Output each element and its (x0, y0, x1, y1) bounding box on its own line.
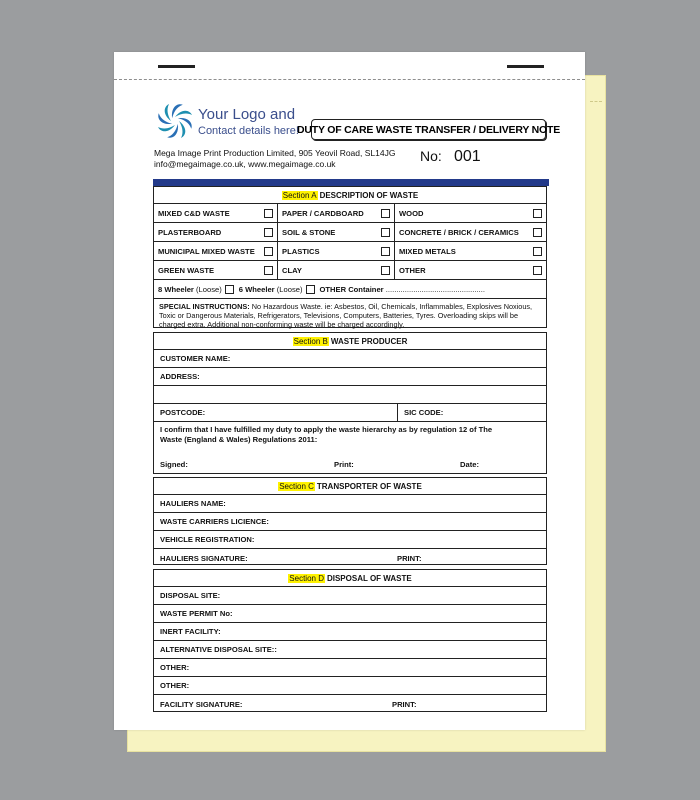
company-contact: info@megaimage.co.uk, www.megaimage.co.uk (154, 159, 336, 169)
note-number-value: 001 (454, 148, 481, 165)
section-d-header (154, 570, 546, 587)
checkbox[interactable] (381, 209, 390, 218)
section-a-header (154, 187, 546, 204)
waste-option-label: PAPER / CARDBOARD (282, 208, 364, 218)
waste-type-row (154, 204, 546, 223)
other-label-2: OTHER: (160, 681, 190, 690)
waste-option-label: MIXED C&D WASTE (158, 208, 230, 218)
waste-option[interactable] (395, 223, 546, 241)
waste-type-row (154, 223, 546, 242)
other-field-2[interactable] (154, 677, 546, 695)
waste-option-label: PLASTICS (282, 246, 320, 256)
wheeler-6-loose: (Loose) (276, 284, 303, 294)
checkbox[interactable] (533, 266, 542, 275)
customer-name-field[interactable] (154, 350, 546, 368)
waste-option[interactable] (395, 242, 546, 260)
wheeler-8-label: 8 Wheeler (158, 284, 194, 294)
signed-field[interactable]: Signed: (160, 460, 188, 469)
checkbox[interactable] (264, 247, 273, 256)
other-label-1: OTHER: (160, 663, 190, 672)
date-field[interactable]: Date: (460, 460, 479, 469)
address-line-2-field[interactable] (154, 386, 546, 404)
alt-disposal-site-field[interactable] (154, 641, 546, 659)
other-container-label: OTHER Container (319, 284, 384, 294)
wheeler-8-loose: (Loose) (196, 284, 222, 294)
checkbox[interactable] (533, 228, 542, 237)
address-field[interactable] (154, 368, 546, 386)
waste-option-label: CONCRETE / BRICK / CERAMICS (399, 227, 519, 237)
waste-option-label: MUNICIPAL MIXED WASTE (158, 246, 255, 256)
producer-declaration (154, 422, 546, 473)
waste-option[interactable] (278, 204, 395, 222)
special-instructions (154, 299, 546, 332)
logo-line-1: Your Logo and (198, 106, 296, 123)
special-instructions-text: No Hazardous Waste. ie: Asbestos, Oil, Chemicals, Inflammables, Explosives Noxious, Toxic or Dangerous Materials, Refrigerators, Televisions, Computers, Batteries, Tyres. Overloading skips will be charged extra. Additional non-conforming waste will be charged accordingly. (159, 302, 533, 329)
section-b-header (154, 333, 546, 350)
logo-line-2: Contact details here! (198, 125, 299, 137)
special-instructions-label: SPECIAL INSTRUCTIONS: (159, 302, 250, 311)
section-a-title: DESCRIPTION OF WASTE (319, 190, 419, 200)
print-field[interactable]: Print: (334, 460, 354, 469)
checkbox[interactable] (533, 209, 542, 218)
waste-option-label: GREEN WASTE (158, 265, 215, 275)
waste-permit-label: WASTE PERMIT No: (160, 609, 233, 618)
section-c-tag: Section C (279, 481, 314, 491)
wheeler-6-checkbox[interactable] (306, 285, 315, 294)
hauliers-signature-label: HAULIERS SIGNATURE: (160, 553, 248, 563)
hauliers-name-label: HAULIERS NAME: (160, 499, 226, 508)
checkbox[interactable] (381, 266, 390, 275)
section-b-waste-producer (153, 332, 547, 474)
customer-name-label: CUSTOMER NAME: (160, 354, 231, 363)
carbon-tear-line (590, 101, 602, 102)
waste-option[interactable] (154, 204, 278, 222)
section-d-disposal (153, 569, 547, 712)
checkbox[interactable] (381, 228, 390, 237)
disposal-site-field[interactable] (154, 587, 546, 605)
waste-option[interactable] (278, 223, 395, 241)
section-c-header (154, 478, 546, 495)
company-address: Mega Image Print Production Limited, 905 Yeovil Road, SL14JG (154, 148, 396, 158)
form-sheet (114, 52, 585, 730)
waste-option[interactable] (395, 261, 546, 279)
waste-option-label: WOOD (399, 208, 424, 218)
wheeler-6-label: 6 Wheeler (238, 284, 275, 294)
other-field-1[interactable] (154, 659, 546, 677)
section-d-title: DISPOSAL OF WASTE (326, 573, 412, 583)
waste-option[interactable] (278, 242, 395, 260)
carriers-licence-field[interactable] (154, 513, 546, 531)
waste-option-label: OTHER (399, 265, 426, 275)
waste-option-label: MIXED METALS (399, 246, 456, 256)
checkbox[interactable] (533, 247, 542, 256)
facility-signature-field[interactable] (154, 695, 546, 713)
alt-disposal-site-label: ALTERNATIVE DISPOSAL SITE:: (160, 645, 277, 654)
logo-text (198, 107, 299, 139)
waste-permit-field[interactable] (154, 605, 546, 623)
waste-option[interactable] (154, 223, 278, 241)
note-number-label: No: (420, 148, 442, 164)
facility-signature-label: FACILITY SIGNATURE: (160, 699, 243, 709)
waste-option-label: PLASTERBOARD (158, 227, 222, 237)
other-container-field[interactable]: ............................................... (385, 284, 485, 294)
section-d-tag: Section D (289, 573, 324, 583)
checkbox[interactable] (264, 266, 273, 275)
address-label: ADDRESS: (160, 372, 200, 381)
vehicle-registration-label: VEHICLE REGISTRATION: (160, 535, 255, 544)
waste-option-label: CLAY (282, 265, 302, 275)
logo-swirl-icon (154, 100, 196, 142)
disposal-site-label: DISPOSAL SITE: (160, 591, 221, 600)
checkbox[interactable] (264, 209, 273, 218)
postcode-field[interactable] (154, 404, 398, 421)
tear-off-perforation (114, 79, 585, 80)
section-a-waste-description (153, 186, 547, 328)
postcode-label: POSTCODE: (160, 408, 206, 417)
checkbox[interactable] (381, 247, 390, 256)
binding-mark-right (507, 65, 544, 68)
section-a-tag: Section A (282, 190, 317, 200)
sic-code-label: SIC CODE: (404, 408, 444, 417)
waste-option[interactable] (154, 242, 278, 260)
declaration-text: I confirm that I have fulfilled my duty to apply the waste hierarchy as by regulation 12 of The Waste (England & Wales) Regulations 2011: (160, 425, 493, 444)
accent-bar (153, 179, 549, 186)
waste-option-label: SOIL & STONE (282, 227, 336, 237)
binding-mark-left (158, 65, 195, 68)
company-info (154, 148, 395, 170)
waste-option[interactable] (278, 261, 395, 279)
facility-print-label[interactable]: PRINT: (392, 699, 417, 709)
hauliers-print-label[interactable]: PRINT: (397, 553, 422, 563)
carriers-licence-label: WASTE CARRIERS LICIENCE: (160, 517, 269, 526)
section-c-transporter (153, 477, 547, 565)
section-b-tag: Section B (293, 336, 328, 346)
waste-type-row (154, 242, 546, 261)
section-b-title: WASTE PRODUCER (330, 336, 408, 346)
vehicle-registration-field[interactable] (154, 531, 546, 549)
inert-facility-field[interactable] (154, 623, 546, 641)
waste-type-row (154, 261, 546, 280)
waste-option[interactable] (395, 204, 546, 222)
postcode-sic-row (154, 404, 546, 422)
checkbox[interactable] (264, 228, 273, 237)
inert-facility-label: INERT FACILITY: (160, 627, 221, 636)
sic-code-field[interactable] (398, 408, 443, 417)
waste-option[interactable] (154, 261, 278, 279)
hauliers-name-field[interactable] (154, 495, 546, 513)
hauliers-signature-field[interactable] (154, 549, 546, 567)
wheeler-8-checkbox[interactable] (225, 285, 234, 294)
section-c-title: TRANSPORTER OF WASTE (316, 481, 422, 491)
container-row (154, 280, 546, 299)
document-title: DUTY OF CARE WASTE TRANSFER / DELIVERY NOTE (311, 119, 546, 140)
